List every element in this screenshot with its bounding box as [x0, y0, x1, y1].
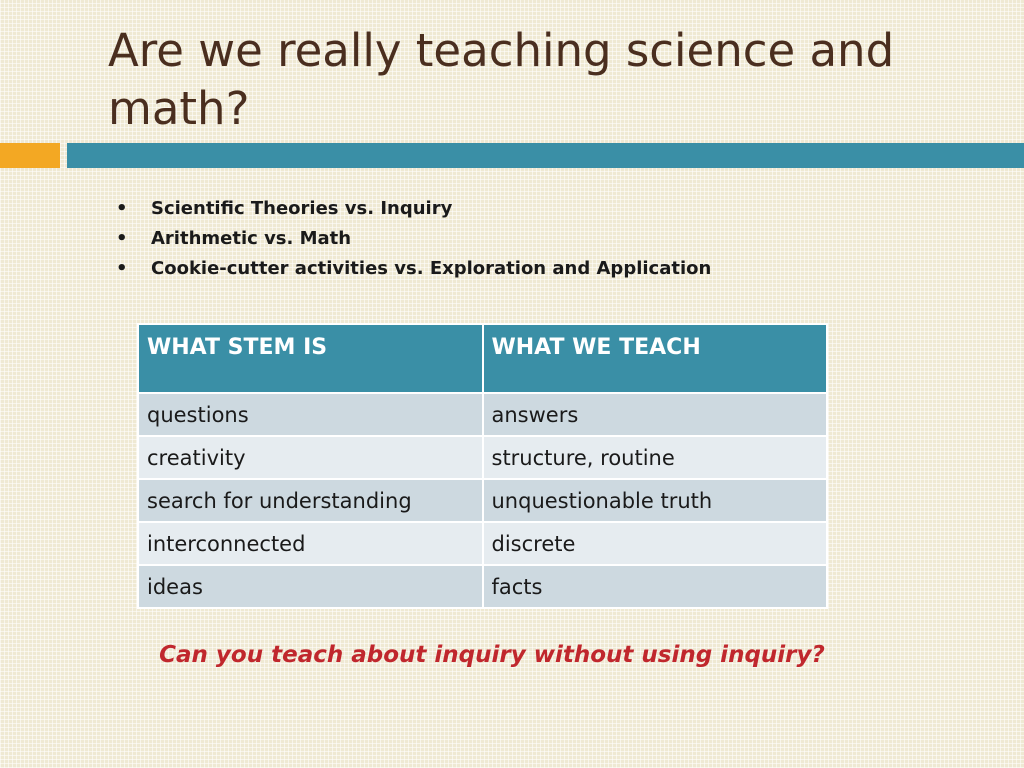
- table-header-row: [138, 324, 827, 393]
- table-cell: discrete: [483, 522, 828, 565]
- table-row: [138, 565, 827, 608]
- table-row: [138, 522, 827, 565]
- bullet-icon: •: [116, 198, 128, 219]
- bullet-item: [116, 226, 711, 256]
- table-cell: questions: [138, 393, 483, 436]
- table-cell: unquestionable truth: [483, 479, 828, 522]
- bullet-icon: •: [116, 228, 128, 249]
- bullet-list: [116, 196, 711, 286]
- bullet-text: Arithmetic vs. Math: [151, 228, 352, 249]
- table-cell: interconnected: [138, 522, 483, 565]
- table-row: [138, 436, 827, 479]
- table-cell: ideas: [138, 565, 483, 608]
- table-cell: creativity: [138, 436, 483, 479]
- table-cell: answers: [483, 393, 828, 436]
- table-row: [138, 479, 827, 522]
- bullet-icon: •: [116, 258, 128, 279]
- table-row: [138, 393, 827, 436]
- orange-accent-bar: [0, 143, 60, 168]
- bullet-item: [116, 196, 711, 226]
- comparison-table: [137, 323, 828, 609]
- teal-accent-bar: [67, 143, 1024, 168]
- closing-question: Can you teach about inquiry without using inquiry?: [159, 642, 825, 668]
- table-cell: structure, routine: [483, 436, 828, 479]
- slide-title: Are we really teaching science and math?: [108, 24, 895, 135]
- bullet-text: Scientific Theories vs. Inquiry: [151, 198, 453, 219]
- table-cell: search for understanding: [138, 479, 483, 522]
- bullet-text: Cookie-cutter activities vs. Exploration and Application: [151, 258, 712, 279]
- column-header-teach: WHAT WE TEACH: [483, 324, 828, 393]
- bullet-item: [116, 256, 711, 286]
- column-header-stem: WHAT STEM IS: [138, 324, 483, 393]
- table-cell: facts: [483, 565, 828, 608]
